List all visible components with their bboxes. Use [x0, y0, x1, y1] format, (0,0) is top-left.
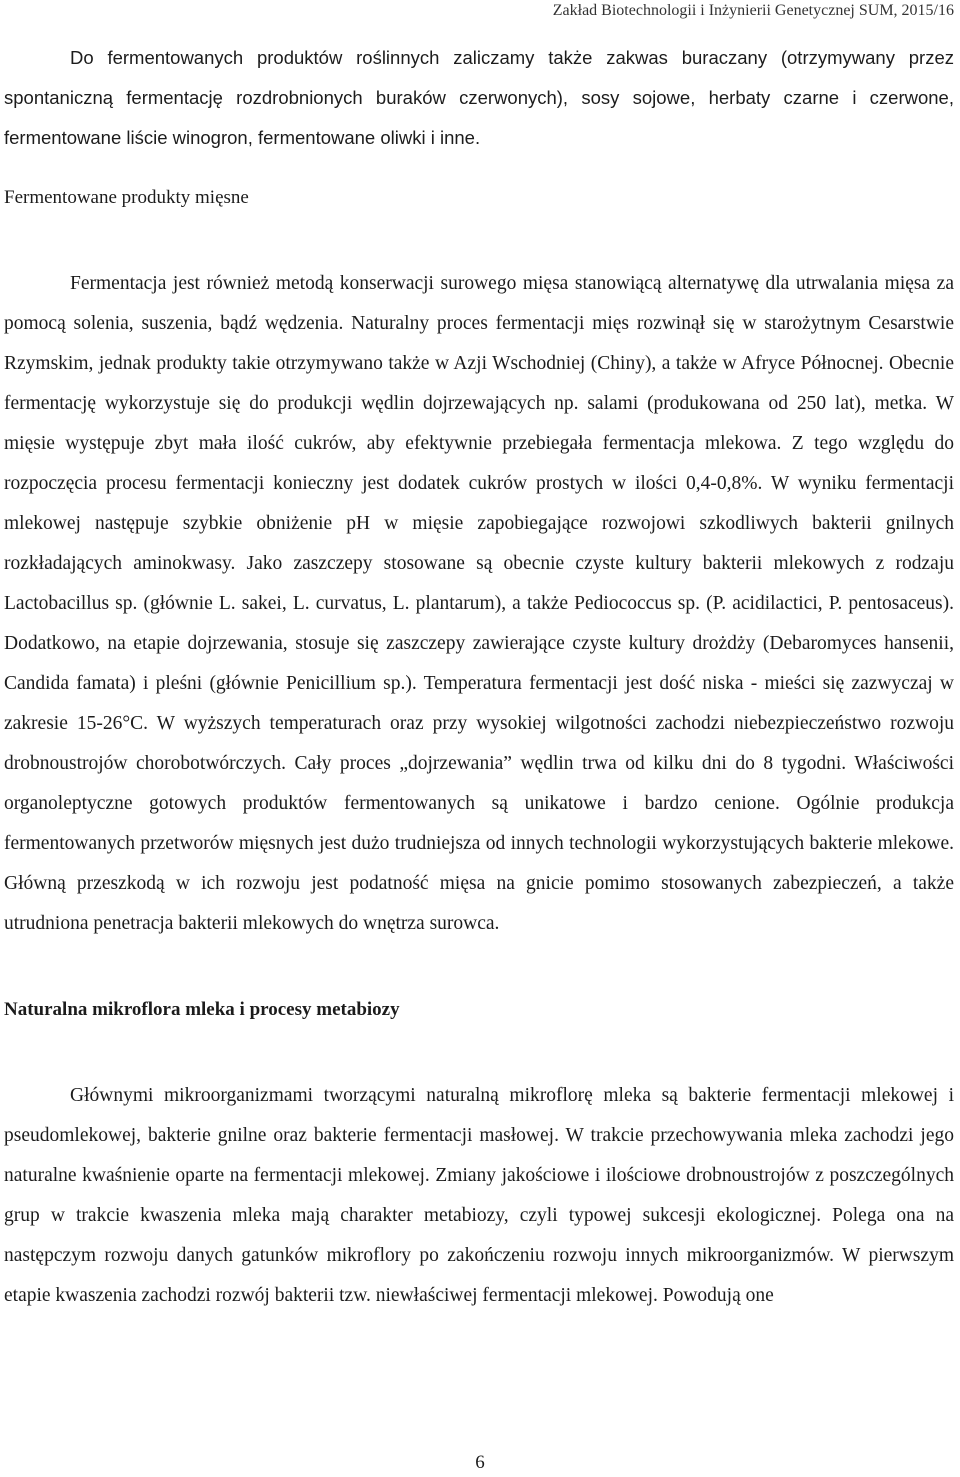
section-heading-milk: Naturalna mikroflora mleka i procesy metabiozy: [4, 999, 400, 1020]
section-paragraph-milk: Głównymi mikroorganizmami tworzącymi naturalną mikroflorę mleka są bakterie fermentacji mlekowej i pseudomlekowej, bakterie gnilne oraz bakterie fermentacji masłowej. W trakcie przechowywania mleka zachodzi jego naturalne kwaśnienie oparte na fermentacji mlekowej. Zmiany jakościowe i ilościowe drobnoustrojów z poszczególnych grup w trakcie kwaszenia mleka mają charakter metabiozy, czyli typowej sukcesji ekologicznej. Polega ona na następczym rozwoju danych gatunków mikroflory po zakończeniu rozwoju innych mikroorganizmów. W pierwszym etapie kwaszenia zachodzi rozwój bakterii tzw. niewłaściwej fermentacji mlekowej. Powodują one: [4, 1085, 954, 1306]
section-paragraph-meat: Fermentacja jest również metodą konserwacji surowego mięsa stanowiącą alternatywę dla utrwalania mięsa za pomocą solenia, suszenia, bądź wędzenia. Naturalny proces fermentacji mięs rozwinął się w starożytnym Cesarstwie Rzymskim, jednak produkty takie otrzymywano także w Azji Wschodniej (Chiny), a także w Afryce Północnej. Obecnie fermentację wykorzystuje się do produkcji wędlin dojrzewających np. salami (produkowana od 250 lat), metka. W mięsie występuje zbyt mała ilość cukrów, aby efektywnie przebiegała fermentacja mlekowa. Z tego względu do rozpoczęcia procesu fermentacji konieczny jest dodatek cukrów prostych w ilości 0,4-0,8%. W wyniku fermentacji mlekowej następuje szybkie obniżenie pH w mięsie zapobiegające rozwojowi szkodliwych bakterii gnilnych rozkładających aminokwasy. Jako zaszczepy stosowane są obecnie czyste kultury bakterii mlekowych z rodzaju Lactobacillus sp. (głównie L. sakei, L. curvatus, L. plantarum), a także Pediococcus sp. (P. acidilactici, P. pentosaceus). Dodatkowo, na etapie dojrzewania, stosuje się zaszczepy zawierające czyste kultury drożdży (Debaromyces hansenii, Candida famata) i pleśni (głównie Penicillium sp.). Temperatura fermentacji jest dość niska - mieści się zazwyczaj w zakresie 15-26°C. W wyższych temperaturach oraz przy wysokiej wilgotności zachodzi niebezpieczeństwo rozwoju drobnoustrojów chorobotwórczych. Cały proces „dojrzewania” wędlin trwa od kilku dni do 8 tygodni. Właściwości organoleptyczne gotowych produktów fermentowanych są unikatowe i bardzo cenione. Ogólnie produkcja fermentowanych przetworów mięsnych jest dużo trudniejsza od innych technologii wykorzystujących bakterie mlekowe. Główną przeszkodą w ich rozwoju jest podatność mięsa na gnicie pomimo stosowanych zabezpieczeń, a także utrudniona penetracja bakterii mlekowych do wnętrza surowca.: [4, 273, 954, 934]
section-heading-meat: Fermentowane produkty mięsne: [4, 187, 249, 208]
document-body: [4, 38, 954, 1316]
running-header: Zakład Biotechnologii i Inżynierii Genetycznej SUM, 2015/16: [552, 2, 954, 19]
page-number: 6: [475, 1452, 485, 1473]
intro-paragraph: Do fermentowanych produktów roślinnych zaliczamy także zakwas buraczany (otrzymywany przez spontaniczną fermentację rozdrobnionych buraków czerwonych), sosy sojowe, herbaty czarne i czerwone, fermentowane liście winogron, fermentowane oliwki i inne.: [4, 47, 954, 148]
